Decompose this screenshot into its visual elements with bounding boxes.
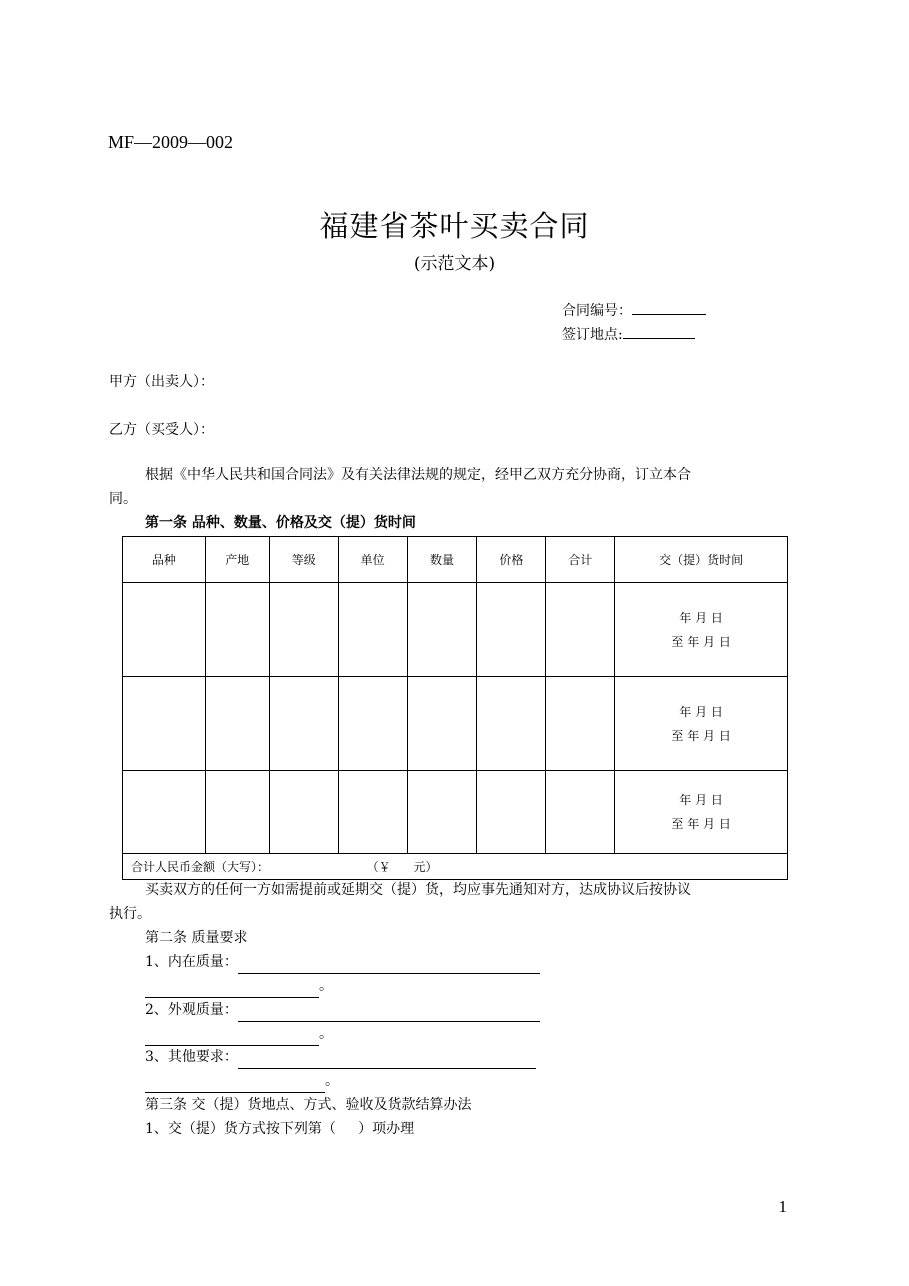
cell-quantity[interactable] xyxy=(407,771,477,854)
cell-origin[interactable] xyxy=(205,583,269,677)
quality-other-field-cont[interactable] xyxy=(145,1076,325,1093)
cell-delivery-time[interactable] xyxy=(615,677,788,771)
date-to: 至 年 月 日 xyxy=(671,817,731,831)
header-origin: 产地 xyxy=(205,537,269,583)
cell-subtotal[interactable] xyxy=(546,677,615,771)
contract-number-row xyxy=(562,300,706,320)
quality-inner-label: 1、内在质量： xyxy=(145,954,238,970)
quality-inner-field-cont[interactable] xyxy=(145,981,319,998)
cell-subtotal[interactable] xyxy=(546,583,615,677)
cell-quantity[interactable] xyxy=(407,677,477,771)
cell-price[interactable] xyxy=(477,677,546,771)
header-price: 价格 xyxy=(477,537,546,583)
note-paragraph-cont: 执行。 xyxy=(109,906,151,922)
article2-heading: 第二条 质量要求 xyxy=(145,930,248,946)
date-to: 至 年 月 日 xyxy=(671,634,731,649)
table-row xyxy=(123,677,788,771)
table-total-row xyxy=(123,854,788,880)
quality-inner-row xyxy=(145,951,540,974)
date-from: 年 月 日 xyxy=(679,704,723,719)
quality-other-row xyxy=(145,1046,536,1069)
cell-quantity[interactable] xyxy=(407,583,477,677)
note-paragraph: 买卖双方的任何一方如需提前或延期交（提）货，均应事先通知对方，达成协议后按协议 xyxy=(145,882,691,898)
cell-grade[interactable] xyxy=(269,771,338,854)
page-number: 1 xyxy=(778,1197,787,1216)
cell-grade[interactable] xyxy=(269,583,338,677)
cell-variety[interactable] xyxy=(123,583,206,677)
cell-origin[interactable] xyxy=(205,771,269,854)
quality-other-cont xyxy=(145,1070,339,1093)
date-from: 年 月 日 xyxy=(679,793,723,807)
quality-appearance-row xyxy=(145,999,540,1022)
cell-price[interactable] xyxy=(477,583,546,677)
cell-subtotal[interactable] xyxy=(546,771,615,854)
cell-origin[interactable] xyxy=(205,677,269,771)
cell-unit[interactable] xyxy=(338,677,407,771)
total-amount-cell[interactable] xyxy=(123,854,788,880)
goods-table xyxy=(122,536,788,880)
cell-variety[interactable] xyxy=(123,771,206,854)
period-mark: 。 xyxy=(319,978,333,994)
quality-inner-field[interactable] xyxy=(238,957,540,974)
article1-heading: 第一条 品种、数量、价格及交（提）货时间 xyxy=(145,515,416,531)
date-from: 年 月 日 xyxy=(679,610,723,625)
period-mark: 。 xyxy=(325,1073,339,1089)
article3-heading: 第三条 交（提）货地点、方式、验收及货款结算办法 xyxy=(145,1097,472,1113)
sign-place-row xyxy=(562,324,695,344)
quality-other-field[interactable] xyxy=(238,1052,536,1069)
intro-paragraph: 根据《中华人民共和国合同法》及有关法律法规的规定，经甲乙双方充分协商，订立本合 xyxy=(145,467,691,483)
article3-item1: 1、交（提）货方式按下列第（ ）项办理 xyxy=(145,1121,415,1137)
contract-number-label: 合同编号： xyxy=(562,303,632,319)
sign-place-label: 签订地点: xyxy=(562,327,623,343)
quality-appearance-field[interactable] xyxy=(238,1005,540,1022)
header-delivery-time: 交（提）货时间 xyxy=(615,537,788,583)
header-quantity: 数量 xyxy=(407,537,477,583)
header-variety: 品种 xyxy=(123,537,206,583)
party-b-label: 乙方（买受人）： xyxy=(109,422,214,438)
sign-place-field[interactable] xyxy=(623,324,695,339)
cell-unit[interactable] xyxy=(338,771,407,854)
quality-other-label: 3、其他要求： xyxy=(145,1049,238,1065)
total-amount-value: （￥ 元） xyxy=(366,860,438,874)
cell-delivery-time[interactable] xyxy=(615,583,788,677)
quality-appearance-label: 2、外观质量： xyxy=(145,1002,238,1018)
quality-appearance-field-cont[interactable] xyxy=(145,1029,319,1046)
total-amount-label: 合计人民币金额（大写）： xyxy=(131,860,270,874)
period-mark: 。 xyxy=(319,1026,333,1042)
header-subtotal: 合计 xyxy=(546,537,615,583)
cell-grade[interactable] xyxy=(269,677,338,771)
quality-inner-cont xyxy=(145,975,333,998)
contract-number-field[interactable] xyxy=(632,300,706,315)
table-header-row xyxy=(123,537,788,583)
header-unit: 单位 xyxy=(338,537,407,583)
intro-paragraph-cont: 同。 xyxy=(109,491,137,507)
document-code: MF—2009—002 xyxy=(108,132,234,152)
cell-delivery-time[interactable] xyxy=(615,771,788,854)
party-a-label: 甲方（出卖人）： xyxy=(109,374,214,390)
cell-price[interactable] xyxy=(477,771,546,854)
document-title: 福建省茶叶买卖合同 xyxy=(319,209,590,243)
header-grade: 等级 xyxy=(269,537,338,583)
document-subtitle: (示范文本) xyxy=(413,254,496,274)
date-to: 至 年 月 日 xyxy=(671,728,731,743)
cell-variety[interactable] xyxy=(123,677,206,771)
table-row xyxy=(123,771,788,854)
table-row xyxy=(123,583,788,677)
quality-appearance-cont xyxy=(145,1023,333,1046)
cell-unit[interactable] xyxy=(338,583,407,677)
